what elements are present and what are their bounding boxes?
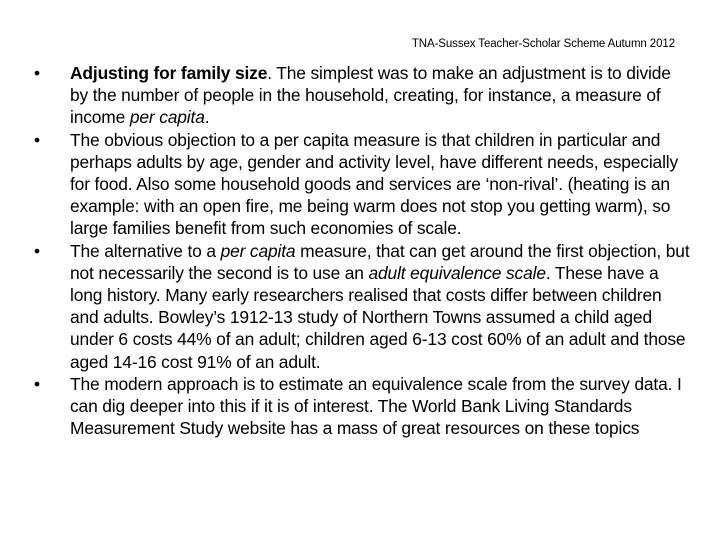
slide-header: TNA-Sussex Teacher-Scholar Scheme Autumn 2012 <box>411 38 675 50</box>
bullet-text: The modern approach is to estimate an equivalence scale from the survey data. I can dig deeper into this if it is of interest. The World Bank Living Standards Measurement Study website has a mass of great resources on these topics <box>70 373 682 439</box>
bullet-emphasis: adult equivalence scale <box>368 262 546 283</box>
bullet-emphasis: per capita <box>129 107 205 128</box>
bullet-icon: • <box>34 240 40 261</box>
bullet-text: The alternative to a <box>70 240 221 261</box>
bullet-icon: • <box>34 63 40 83</box>
bullet-icon: • <box>34 129 40 150</box>
bullet-icon: • <box>34 373 40 394</box>
bullet-item <box>30 129 690 240</box>
bullet-item <box>30 373 690 440</box>
bullet-text: measure, that can get around the first objection, but not necessarily the second is to use an <box>70 240 690 283</box>
bullet-text: . The simplest was to make an adjustment is to divide by the number of people in the household, creating, for instance, a measure of income <box>70 63 671 128</box>
bullet-text: The obvious objection to a per capita measure is that children in particular and perhaps adults by age, gender and activity level, have different needs, especially for food. Also some household goods and services are ‘non-rival’. (heating is an example: with an open fire, me being warm does not stop you getting warm), so large families benefit from such economies of scale. <box>70 129 679 239</box>
bullet-item <box>30 62 690 129</box>
bullet-text: . These have a long history. Many early researchers realised that costs differ between children and adults. Bowley’s 1912-13 study of Northern Towns assumed a child aged under 6 costs 44% of an adult; children aged 6-13 cost 60% of an adult and those aged 14-16 cost 91% of an adult. <box>70 262 686 372</box>
bullet-item <box>30 240 690 373</box>
bullet-text: . <box>204 107 210 128</box>
bullet-emphasis: per capita <box>220 240 296 261</box>
bullet-list <box>30 62 690 439</box>
bullet-heading: Adjusting for family size <box>70 63 268 83</box>
